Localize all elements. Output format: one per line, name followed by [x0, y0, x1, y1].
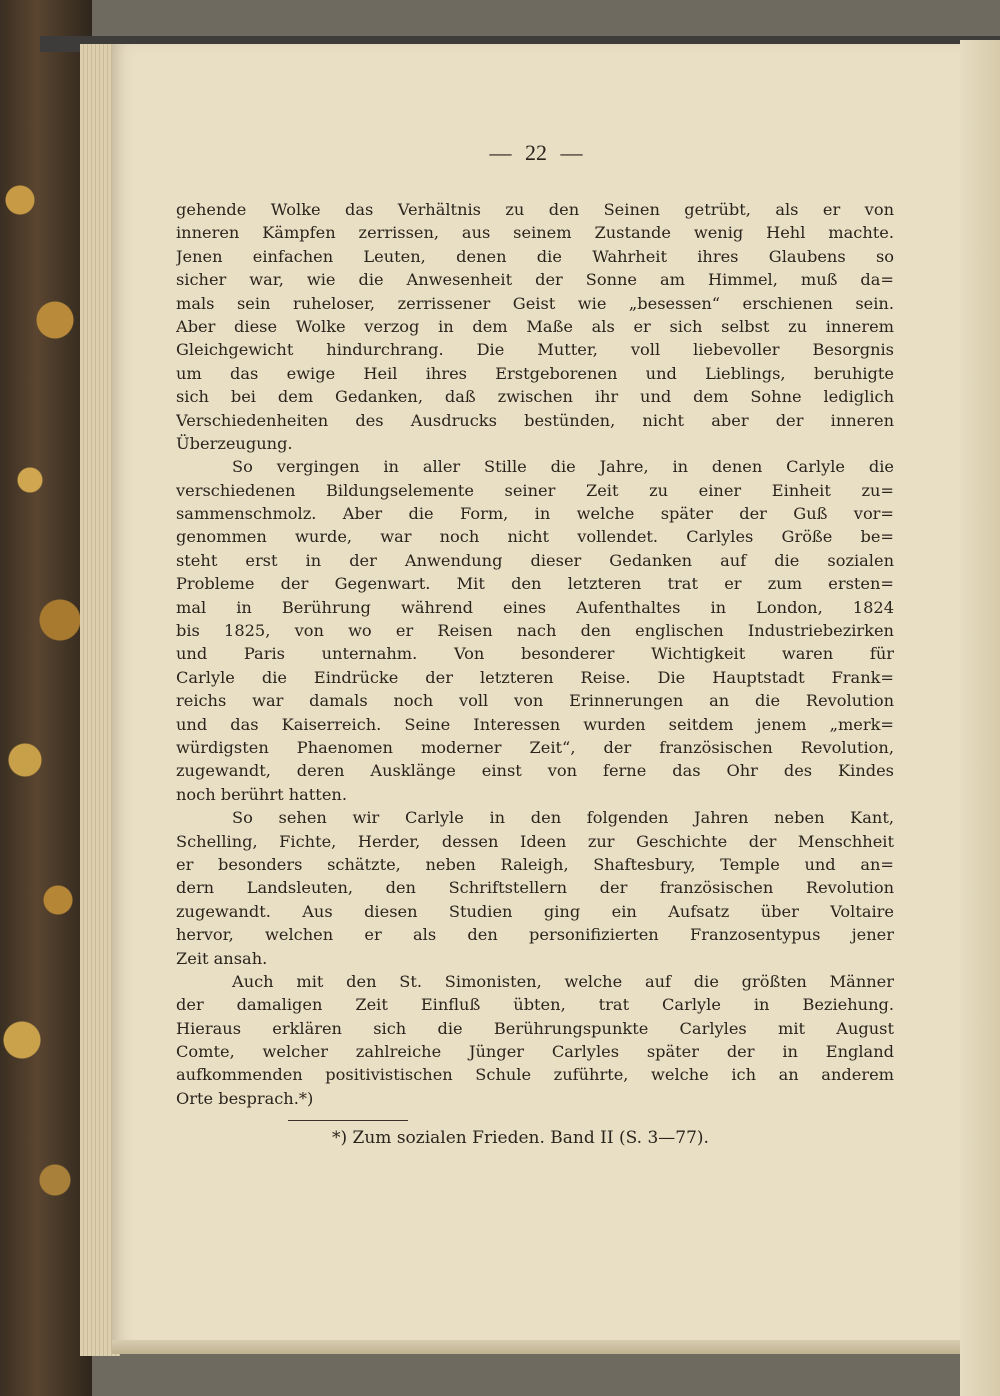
- page-bottom-edge: [112, 1340, 960, 1354]
- text-line: aufkommenden positivistischen Schule zuführte, welche ich an anderem: [176, 1065, 894, 1085]
- book-binding: [0, 0, 92, 1396]
- text-line: Überzeugung.: [176, 433, 293, 453]
- text-line: Jenen einfachen Leuten, denen die Wahrheit ihres Glaubens so: [176, 246, 894, 266]
- text-line: und Paris unternahm. Von besonderer Wichtigkeit waren für: [176, 644, 894, 664]
- text-line: gehende Wolke das Verhältnis zu den Seinen getrübt, als er von: [176, 200, 894, 219]
- text-line: dern Landsleuten, den Schriftstellern der französischen Revolution: [176, 878, 894, 898]
- text-line: So vergingen in aller Stille die Jahre, in denen Carlyle die: [232, 457, 894, 477]
- text-line: Schelling, Fichte, Herder, dessen Ideen zur Geschichte der Menschheit: [176, 831, 894, 851]
- text-line: sich bei dem Gedanken, daß zwischen ihr und dem Sohne lediglich: [176, 387, 894, 407]
- text-line: Auch mit den St. Simonisten, welche auf die größten Männer: [232, 971, 894, 991]
- text-line: genommen wurde, war noch nicht vollendet. Carlyles Größe be=: [176, 527, 894, 547]
- text-line: sammenschmolz. Aber die Form, in welche später der Guß vor=: [176, 504, 894, 524]
- text-line: noch berührt hatten.: [176, 784, 347, 804]
- text-line: reichs war damals noch voll von Erinnerungen an die Revolution: [176, 691, 894, 711]
- text-line: Hieraus erklären sich die Berührungspunkte Carlyles mit August: [176, 1018, 894, 1038]
- text-line: Aber diese Wolke verzog in dem Maße als er sich selbst zu innerem: [176, 316, 894, 336]
- text-line: steht erst in der Anwendung dieser Gedanken auf die sozialen: [176, 550, 894, 570]
- body-text: [176, 198, 894, 1110]
- text-line: Comte, welcher zahlreiche Jünger Carlyles später der in England: [176, 1042, 894, 1062]
- text-line: er besonders schätzte, neben Raleigh, Shaftesbury, Temple und an=: [176, 854, 894, 874]
- text-line: Verschiedenheiten des Ausdrucks bestünden, nicht aber der inneren: [176, 410, 894, 430]
- text-line: und das Kaiserreich. Seine Interessen wurden seitdem jenem „merk=: [176, 714, 894, 734]
- text-line: mals sein ruheloser, zerrissener Geist wie „besessen“ erschienen sein.: [176, 293, 894, 313]
- text-line: Zeit ansah.: [176, 948, 268, 968]
- text-line: um das ewige Heil ihres Erstgeborenen und Lieblings, beruhigte: [176, 363, 894, 383]
- text-line: bis 1825, von wo er Reisen nach den englischen Industriebezirken: [176, 621, 894, 641]
- text-line: So sehen wir Carlyle in den folgenden Jahren neben Kant,: [232, 808, 894, 828]
- text-line: zugewandt. Aus diesen Studien ging ein Aufsatz über Voltaire: [176, 901, 894, 921]
- facing-page-edge: [960, 40, 1000, 1396]
- text-line: Gleichgewicht hindurchrang. Die Mutter, voll liebevoller Besorgnis: [176, 340, 894, 360]
- text-line: würdigsten Phaenomen moderner Zeit“, der französischen Revolution,: [176, 737, 894, 757]
- text-line: Carlyle die Eindrücke der letzteren Reise. Die Hauptstadt Frank=: [176, 667, 894, 687]
- text-line: der damaligen Zeit Einfluß übten, trat Carlyle in Beziehung.: [176, 995, 894, 1015]
- text-line: Orte besprach.*): [176, 1088, 314, 1108]
- page-number: — 22 —: [489, 140, 583, 165]
- footnote-rule: [288, 1120, 408, 1121]
- text-line: mal in Berührung während eines Aufenthaltes in London, 1824: [176, 597, 894, 617]
- footnote: *) Zum sozialen Frieden. Band II (S. 3—77).: [332, 1128, 709, 1148]
- text-line: sicher war, wie die Anwesenheit der Sonne am Himmel, muß da=: [176, 270, 894, 290]
- text-line: Probleme der Gegenwart. Mit den letzteren trat er zum ersten=: [176, 574, 894, 594]
- text-line: zugewandt, deren Ausklänge einst von ferne das Ohr des Kindes: [176, 761, 894, 781]
- text-line: inneren Kämpfen zerrissen, aus seinem Zustande wenig Hehl machte.: [176, 223, 894, 243]
- text-line: hervor, welchen er als den personifizierten Franzosentypus jener: [176, 925, 894, 945]
- text-line: verschiedenen Bildungselemente seiner Zeit zu einer Einheit zu=: [176, 480, 894, 500]
